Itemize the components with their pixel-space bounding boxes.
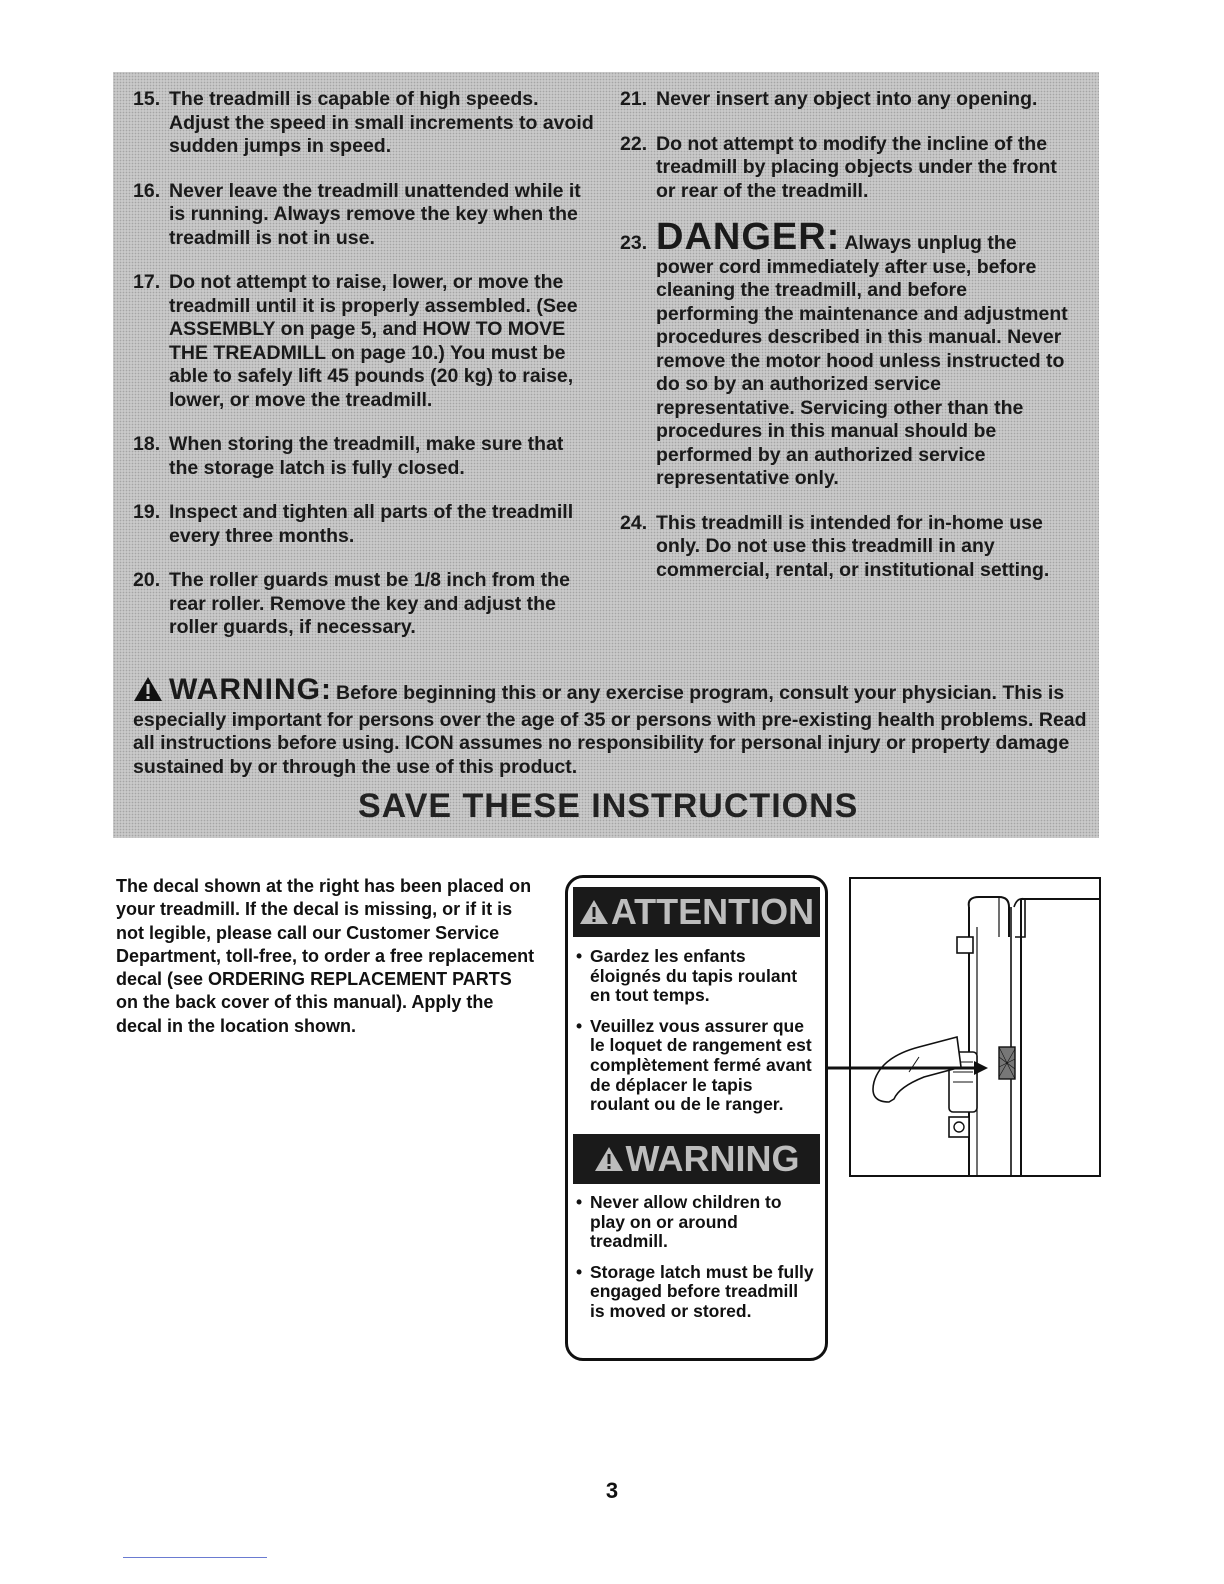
item-number: 15.: [133, 88, 161, 110]
french-bullets: [576, 947, 816, 1126]
danger-text: Always unplug the power cord immediately after use, before cleaning the treadmill, and before performing the maintenance and adjustment procedures described in this manual. Never remove the motor hood unless instructed to do so by an authorized service representative. Servicing other than the procedures in this manual should be performed by an authorized service representative only.: [656, 232, 1068, 489]
item-text: Never insert any object into any opening.: [656, 88, 1038, 110]
warning-triangle-icon: [579, 898, 609, 926]
arrow-icon: [828, 1058, 988, 1078]
page-number: 3: [605, 1478, 619, 1503]
attention-title: ATTENTION: [610, 891, 815, 932]
bullet-text: Gardez les enfants éloignés du tapis roulant en tout temps.: [590, 946, 798, 1006]
bullet-text: Veuillez vous assurer que le loquet de rangement est complètement fermé avant de déplacer le tapis roulant ou de le ranger.: [590, 1015, 812, 1115]
item-number: 19.: [133, 501, 161, 523]
warning-band: [573, 1134, 820, 1184]
list-item: • Never allow children to play on or around treadmill.: [576, 1193, 816, 1252]
treadmill-latch-illustration: [849, 877, 1101, 1177]
item-number: 21.: [620, 88, 648, 110]
save-instructions-heading: SAVE THESE INSTRUCTIONS: [358, 787, 859, 825]
item-text: The treadmill is capable of high speeds. Adjust the speed in small increments to avoid sudden jumps in speed.: [169, 88, 594, 157]
decal-paragraph: The decal shown at the right has been placed on your treadmill. If the decal is missing, or if it is not legible, please call our Customer Service Department, toll-free, to order a free replacement decal (see ORDERING REPLACEMENT PARTS on the back cover of this manual). Apply the decal in the location shown.: [116, 876, 535, 1036]
list-item: • Storage latch must be fully engaged before treadmill is moved or stored.: [576, 1263, 816, 1322]
item-text: When storing the treadmill, make sure that the storage latch is fully closed.: [169, 433, 564, 479]
warning-title: WARNING: [625, 1138, 800, 1179]
bullet-text: Never allow children to play on or around treadmill.: [590, 1192, 782, 1252]
item-number: 17.: [133, 271, 161, 293]
warning-heading: WARNING:: [169, 673, 332, 706]
list-item: • Veuillez vous assurer que le loquet de rangement est complètement fermé avant de déplacer le tapis roulant ou de le ranger.: [576, 1017, 816, 1115]
attention-band: [573, 887, 820, 937]
item-text: Do not attempt to modify the incline of the treadmill by placing objects under the front or rear of the treadmill.: [656, 132, 1057, 202]
footer-line: [123, 1557, 267, 1558]
danger-heading: DANGER:: [656, 216, 841, 258]
english-bullets: [576, 1193, 816, 1333]
warning-triangle-icon: [594, 1145, 624, 1173]
item-text: Never leave the treadmill unattended while it is running. Always remove the key when the treadmill is not in use.: [169, 179, 581, 249]
item-number: 16.: [133, 179, 161, 202]
bullet-text: Storage latch must be fully engaged before treadmill is moved or stored.: [590, 1261, 814, 1321]
item-text: Inspect and tighten all parts of the treadmill every three months.: [169, 501, 574, 547]
item-text: The roller guards must be 1/8 inch from the rear roller. Remove the key and adjust the roller guards, if necessary.: [169, 569, 570, 638]
item-number: 24.: [620, 511, 648, 534]
decal-label: [565, 875, 828, 1361]
item-number: 20.: [133, 569, 161, 591]
list-item: • Gardez les enfants éloignés du tapis roulant en tout temps.: [576, 947, 816, 1006]
item-number: 18.: [133, 433, 161, 455]
item-text: Do not attempt to raise, lower, or move the treadmill until it is properly assembled. (See ASSEMBLY on page 5, and HOW TO MOVE THE TREADMILL on page 10.) You must be able to safely lift 45 pounds (20 kg) to raise, lower, or move the treadmill.: [169, 271, 578, 411]
item-text: This treadmill is intended for in-home use only. Do not use this treadmill in any commercial, rental, or institutional setting.: [656, 511, 1050, 581]
item-number: 22.: [620, 132, 648, 155]
save-wrapper: [113, 72, 1099, 838]
item-number: 23.: [620, 232, 648, 254]
warning-text: Before beginning this or any exercise program, consult your physician. This is especially important for persons over the age of 35 or persons with pre-existing health problems. Read all instructions before using. ICON assumes no responsibility for personal injury or property damage sustained by or through the use of this product.: [133, 682, 1087, 778]
